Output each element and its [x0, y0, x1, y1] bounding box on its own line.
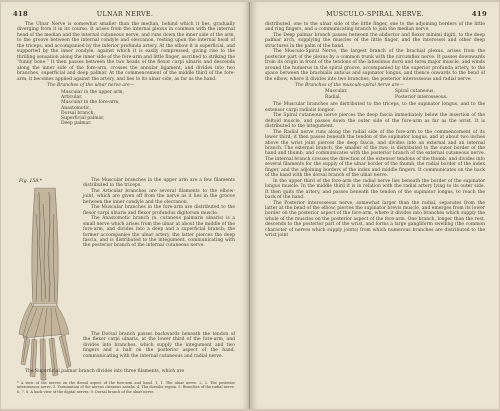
ulnar-superficial-paragraph: The Superficial palmar branch divides into three filaments, which are [25, 369, 185, 374]
left-page-number: 418 [13, 10, 29, 18]
ulnar-articular-paragraph: The Articular branches are several filaments to the elbow-joint, which are given off from the nerve as it lies in the groove between the inner condyle and the olecranon. [83, 188, 235, 205]
right-running-head [263, 10, 487, 20]
left-upper-text [17, 22, 235, 128]
ulnar-branch-item: Anastomotic, [61, 105, 91, 111]
ulnar-branch-item: Muscular in the upper arm, [61, 89, 124, 95]
musculo-branch-item: Posterior interosseous. [395, 94, 448, 100]
musculo-branch-item: Spiral cutaneous, [395, 89, 435, 95]
ulnar-branches-heading: The Branches of the ulnar nerve are— [47, 82, 135, 88]
ulnar-anastomotic-paragraph: The Anastomotic branch (n. cutaneus palmaris ulnaris) is a small nerve which arises from the ulnar at about the middle of the fore-arm, and divides into a deep and a superficial branch; the former accompanies the ulnar artery, the latter pierces the deep fascia, and is distributed to the integument, communicating with the posterior branch of the internal cutaneous nerve. [83, 216, 235, 249]
right-text [265, 22, 485, 239]
ulnar-branch-item: Articular, [61, 95, 83, 101]
ulnar-branch-item: Dorsal branch, [61, 110, 95, 116]
ulnar-muscular-upper-paragraph: The Muscular branches in the upper arm are a few filaments distributed to the triceps. [83, 178, 235, 189]
radial-nerve-paragraph: The Radial nerve runs along the radial side of the fore-arm to the commencement of its lower third; it then passes beneath the tendon of the supinator longus, and at about two inches above the wrist joint pierces the deep fascia, and divides into an external and an internal branch. The external branch, the smaller of the two, is distributed to the outer border of the hand and thumb, and communicates with the posterior branch of the external cutaneous nerve. The internal branch crosses the direction of the extensor tendons of the thumb, and divides into several filaments for the supply of the ulnar border of the thumb, the radial border of the index finger, and the adjoining borders of the index and middle fingers. It communicates on the back of the hand with the dorsal branch of the ulnar nerve. [265, 129, 485, 179]
ulnar-branch-item: Muscular in the fore-arm, [61, 100, 120, 106]
figure-label: Fig. 158.* [19, 179, 43, 184]
left-superficial-text [17, 369, 235, 374]
posterior-interosseous-paragraph: The Posterior interosseous nerve, somewhat larger than the radial, separates from the latter at the bend of the elbow, pierces the supinator brevis muscle, and emerges from its lower border on the posterior aspect of the fore-arm, where it divides into branches which supply the whole of the muscles on the posterior aspect of the fore-arm. One branch, longer than the rest, descends to the posterior part of the wrist, and forms a large gangliform swelling (the common character of nerves which supply joints) from which numerous branches are distributed to the wrist joint [265, 200, 485, 239]
musculo-muscular-paragraph: The Muscular branches are distributed to the triceps, to the supinator longus, and to the extensor carpi radialis longior. [265, 102, 485, 113]
right-page [251, 2, 499, 409]
page-gutter [249, 2, 250, 409]
left-page [1, 2, 249, 409]
musculo-branch-item: Muscular, [325, 89, 348, 95]
ulnar-branches-list [61, 90, 235, 126]
ulnar-dorsal-paragraph: The Dorsal branch passes backwards beneath the tendon of the flexor carpi ulnaris, at the lower third of the fore-arm, and divides into branches, which supply the integument and two fingers and a half on the posterior aspect of the hand, communicating with the internal cutaneous and radial nerve. [83, 332, 235, 359]
deep-palmar-paragraph: The Deep palmar branch passes between the abductor and flexor minimi digiti, to the deep palmar arch, supplying the muscles of the little finger, and the interossei and other deep structures in the palm of the hand. [265, 32, 485, 49]
left-dorsal-text [83, 332, 235, 359]
musculo-branch-item: Radial, [325, 94, 342, 100]
ulnar-branch-item: Superficial palmar, [61, 115, 105, 121]
forearm-nerve-illustration [15, 184, 79, 384]
right-running-title: MUSCULO-SPIRAL NERVE. [326, 10, 424, 18]
superficial-continuation-paragraph: distributed, one to the ulnar side of the little finger, one to the adjoining borders of the little and ring fingers, and a communicating branch to join the median nerve. [265, 22, 485, 33]
figure-footnote: * A view of the nerves on the dorsal aspect of the fore-arm and hand. 1, 1. The ulnar nerve. 2, 2. The posterior interosseous nerve. 3. Termination of the nervus cutaneus nasalis. 4. The dorsalis region. 5. Branches of the radial nerve. 6, 7, 8. A back view of the digital nerves. 9. Dorsal branch of the ulnar nerve. [17, 381, 235, 394]
ulnar-intro-paragraph: The Ulnar Nerve is somewhat smaller than the median, behind which it lies, gradually diverging from it in its course. It arises from the internal plexus in common with the internal head of the median and the internal cutaneous nerve, and runs down the inner side of the arm, to the groove between the internal condyle and olecranon, resting upon the internal head of the triceps, and accompanied by the inferior profunda artery. At the elbow it is superficial, and supported by the inner condyle, against which it is easily compressed, giving rise to the thrilling sensation along the inner side of the fore-arm and little finger, ascribed to striking the “funny bone.” It then passes between the two heads of the flexor carpi ulnaris and descends along the inner side of the fore-arm, crosses the annular ligament, and divides into two branches, superficial and deep palmar. At the commencement of the middle third of the fore-arm, it becomes applied against the artery, and lies to its ulnar side, as far as the hand. [17, 22, 235, 82]
musculo-branches-list [325, 89, 485, 100]
right-page-number: 419 [471, 10, 487, 18]
left-running-title: ULNAR NERVE. [96, 10, 154, 18]
left-side-text [83, 178, 235, 249]
left-running-head [13, 10, 237, 20]
ulnar-muscular-forearm-paragraph: The Muscular branches in the fore-arm are distributed to the flexor carpi ulnaris and flexor profundus digitorum muscle. [83, 205, 235, 216]
musculo-spiral-intro-paragraph: The Musculo-Spiral Nerve, the largest branch of the brachial plexus, arises from the posterior part of the plexus by a common trunk with the circumflex nerve. It passes downwards from its origin in front of the tendons of the latissimus dorsi and teres major muscle, and winds around the humerus in the spiral groove, accompanied by the superior profunda artery, to the space between the brachialis anticus and supinator longus, and thence onwards to the bend of the elbow, where it divides into two branches, the posterior interosseous and radial nerve. [265, 49, 485, 82]
spiral-cutaneous-paragraph: The Spiral cutaneous nerve pierces the deep fascia immediately below the insertion of the deltoid muscle, and passes down the outer side of the fore-arm as far as the wrist. It is distributed to the integument. [265, 113, 485, 130]
radial-upper-third-paragraph: In the upper third of the fore-arm the radial nerve lies beneath the border of the supinator longus muscle. In the middle third it is in relation with the radial artery lying to its outer side. It then quits the artery, and passes beneath the tendon of the supinator longus, to reach the back of the hand. [265, 178, 485, 201]
musculo-branches-heading: The Branches of the musculo-spiral nerve are— [295, 82, 404, 88]
ulnar-branch-item: Deep palmar. [61, 121, 92, 127]
